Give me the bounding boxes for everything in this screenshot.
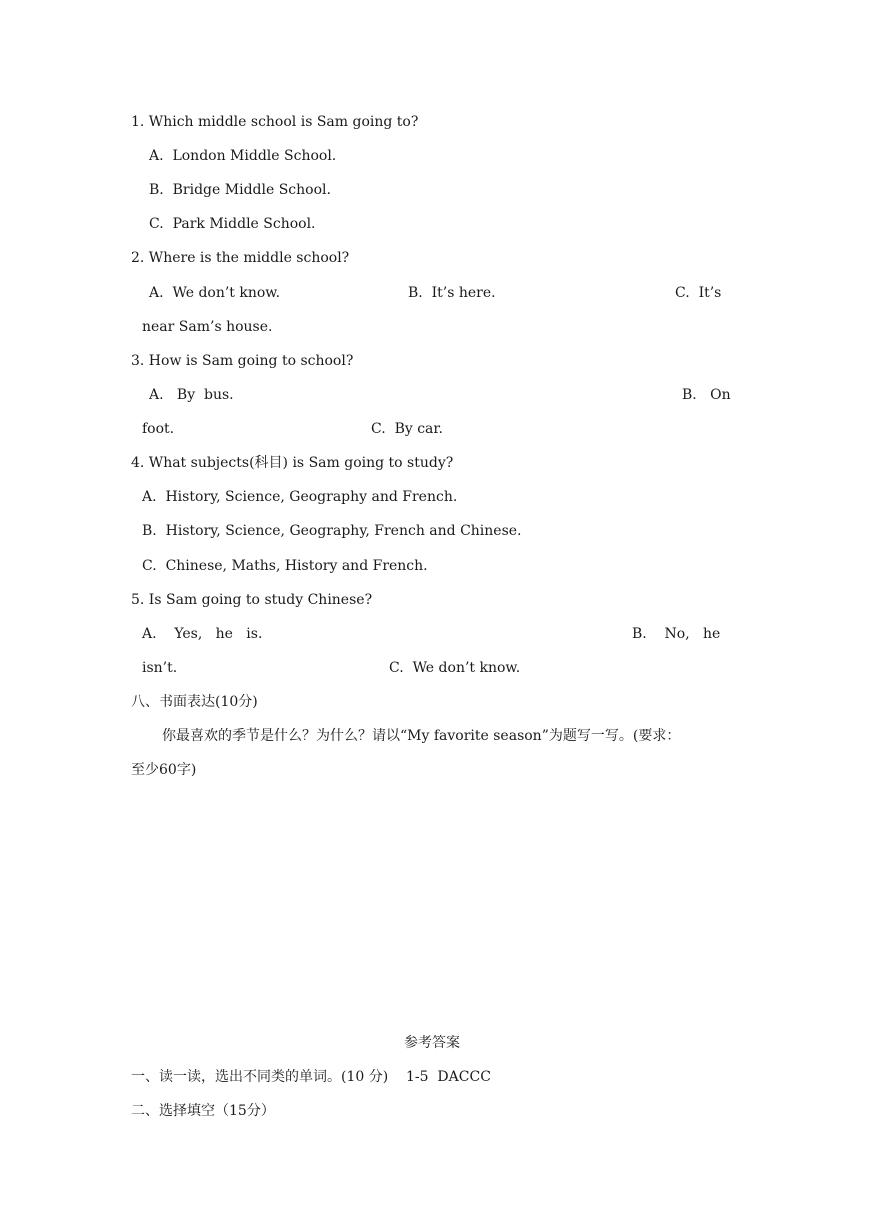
q3-question: 3. How is Sam going to school? [131,353,354,369]
q5-question: 5. Is Sam going to study Chinese? [131,592,373,608]
q1-option-a: A. London Middle School. [149,148,337,164]
q5-option-b: B. No, he [632,626,721,642]
answer-key-section-1: 一、读一读，选出不同类的单词。(10 分) 1-5 DACCC [131,1069,491,1085]
q3-option-c: C. By car. [371,421,444,437]
q5-option-c: C. We don’t know. [389,660,521,676]
q3-option-b: B. On [682,387,731,403]
q2-option-c-continued: near Sam’s house. [142,319,273,335]
q2-option-a: A. We don’t know. [149,285,281,301]
q2-option-c: C. It’s [675,285,722,301]
q4-option-c: C. Chinese, Maths, History and French. [142,558,428,574]
q5-option-b-continued: isn’t. [142,660,178,676]
writing-prompt: 你最喜欢的季节是什么？为什么？请以“My favorite season”为题写一写。(要求： [162,728,681,744]
q2-question: 2. Where is the middle school? [131,250,350,266]
q2-option-b: B. It’s here. [408,285,496,301]
q5-option-a: A. Yes, he is. [142,626,263,642]
writing-heading: 八、书面表达(10分) [131,694,258,710]
q4-option-a: A. History, Science, Geography and French. [142,489,458,505]
q1-option-c: C. Park Middle School. [149,216,316,232]
q4-question: 4. What subjects(科目) is Sam going to study? [131,455,454,471]
q1-option-b: B. Bridge Middle School. [149,182,331,198]
q4-option-b: B. History, Science, Geography, French and Chinese. [142,523,522,539]
q3-option-b-continued: foot. [142,421,175,437]
writing-prompt-continued: 至少60字) [131,762,197,778]
answer-key-section-2: 二、选择填空（15分） [131,1103,275,1119]
answer-key-title: 参考答案 [404,1035,460,1051]
q1-question: 1. Which middle school is Sam going to? [131,114,419,130]
q3-option-a: A. By bus. [149,387,234,403]
